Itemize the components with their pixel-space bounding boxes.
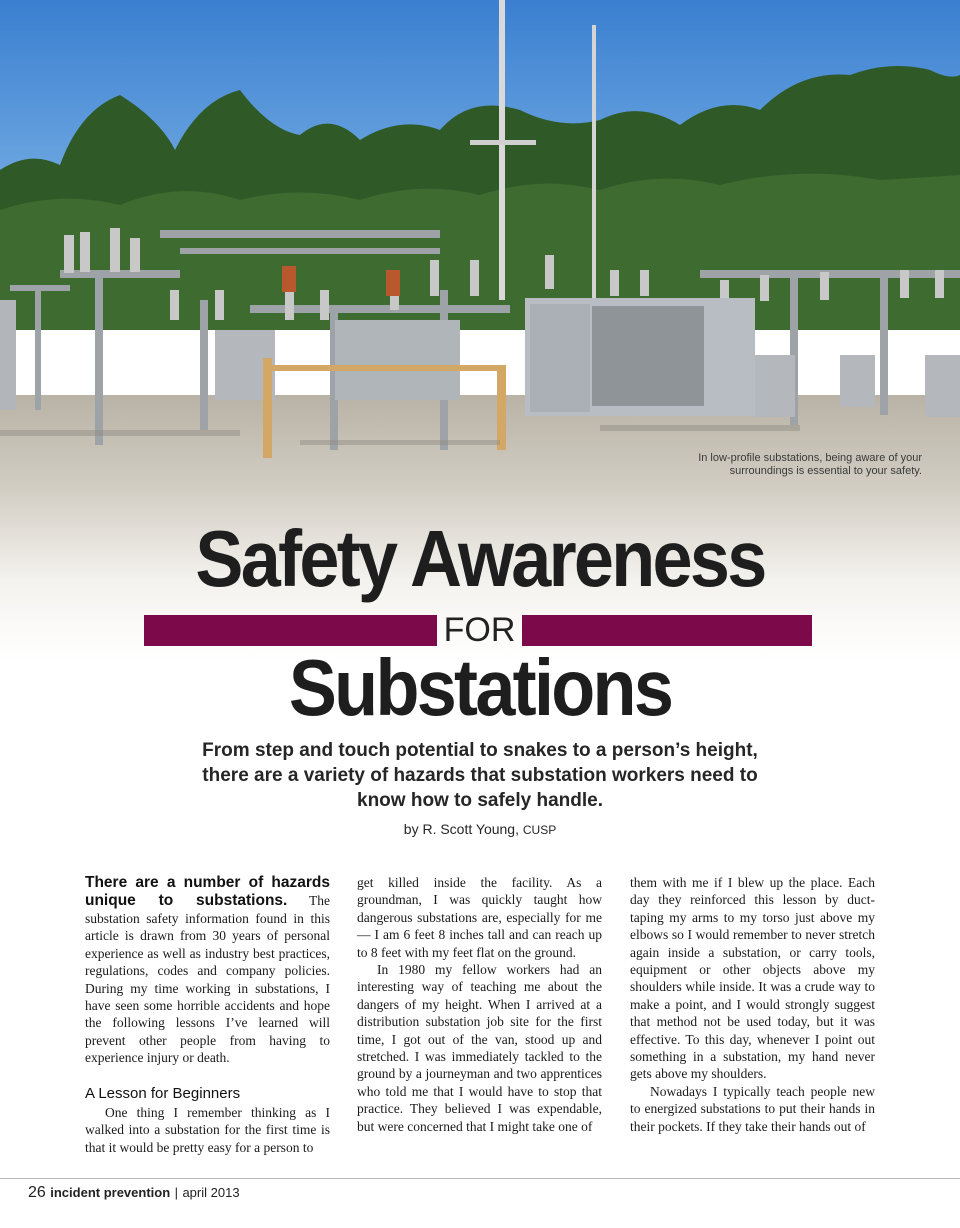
article-column-2: [357, 874, 602, 1135]
byline-author: by R. Scott Young,: [403, 821, 519, 837]
section-subhead: A Lesson for Beginners: [85, 1084, 241, 1102]
page-footer: [28, 1184, 240, 1202]
article-column-1: [85, 874, 330, 1156]
magazine-name: incident prevention: [50, 1185, 171, 1200]
article-column-3: [630, 874, 875, 1135]
col3-paragraph-2: Nowadays I typically teach people new to energized substations to put their hands in their pockets. If they take their hands out of: [630, 1083, 875, 1134]
lead-in: There are a number of hazards unique to substations.: [85, 874, 330, 909]
footer-separator: |: [174, 1185, 178, 1200]
issue-date: april 2013: [182, 1185, 240, 1200]
article-deck: From step and touch potential to snakes to a person’s height, there are a variety of hazards that substation workers need to know how to safely handle.: [202, 740, 758, 811]
col1-paragraph-2: One thing I remember thinking as I walked into a substation for the first time is that it would be pretty easy for a person to: [85, 1105, 330, 1155]
col2-paragraph-1: get killed inside the facility. As a groundman, I was quickly taught how dangerous substations are, especially for me — I am 6 feet 8 inches tall and can reach up to 8 feet with my feet flat on the ground.: [357, 875, 602, 960]
footer-divider: [0, 1178, 960, 1179]
headline-connector: FOR: [443, 611, 516, 649]
col1-paragraph-1: The substation safety information found in this article is drawn from 30 years of personal experience as well as industry best practices, regulations, codes and company policies. During my time working in substations, I have seen some horrible accidents and hope the following lessons I’ve learned will prevent other people from having to experience injury or death.: [85, 893, 330, 1066]
byline: [0, 821, 960, 837]
col2-paragraph-2: In 1980 my fellow workers had an interesting way of teaching me about the dangers of my height. When I arrived at a distribution substation job site for the first time, I got out of the van, stood up and stretched. I was immediately tackled to the ground by a journeyman and two apprentices who told me that I would have to stop that practice. They believed I was expendable, but were concerned that I might take one of: [357, 962, 602, 1134]
headline-main: Safety Awareness: [195, 514, 765, 603]
page-number: 26: [28, 1184, 46, 1201]
photo-caption: In low-profile substations, being aware of your surroundings is essential to your safety.: [698, 452, 922, 477]
headline-sub: Substations: [288, 643, 672, 732]
byline-credential: CUSP: [522, 823, 557, 837]
col3-paragraph-1: them with me if I blew up the place. Each day they reinforced this lesson by duct-taping my arms to my torso just above my elbows so I would remember to never stretch again inside a substation, or carry tools, equipment or other objects above my shoulders while inside. It was a crude way to make a point, and I would strongly suggest that method not be used today, but it was effective. To this day, whenever I point out something in a substation, my hand never gets above my shoulders.: [630, 875, 875, 1082]
